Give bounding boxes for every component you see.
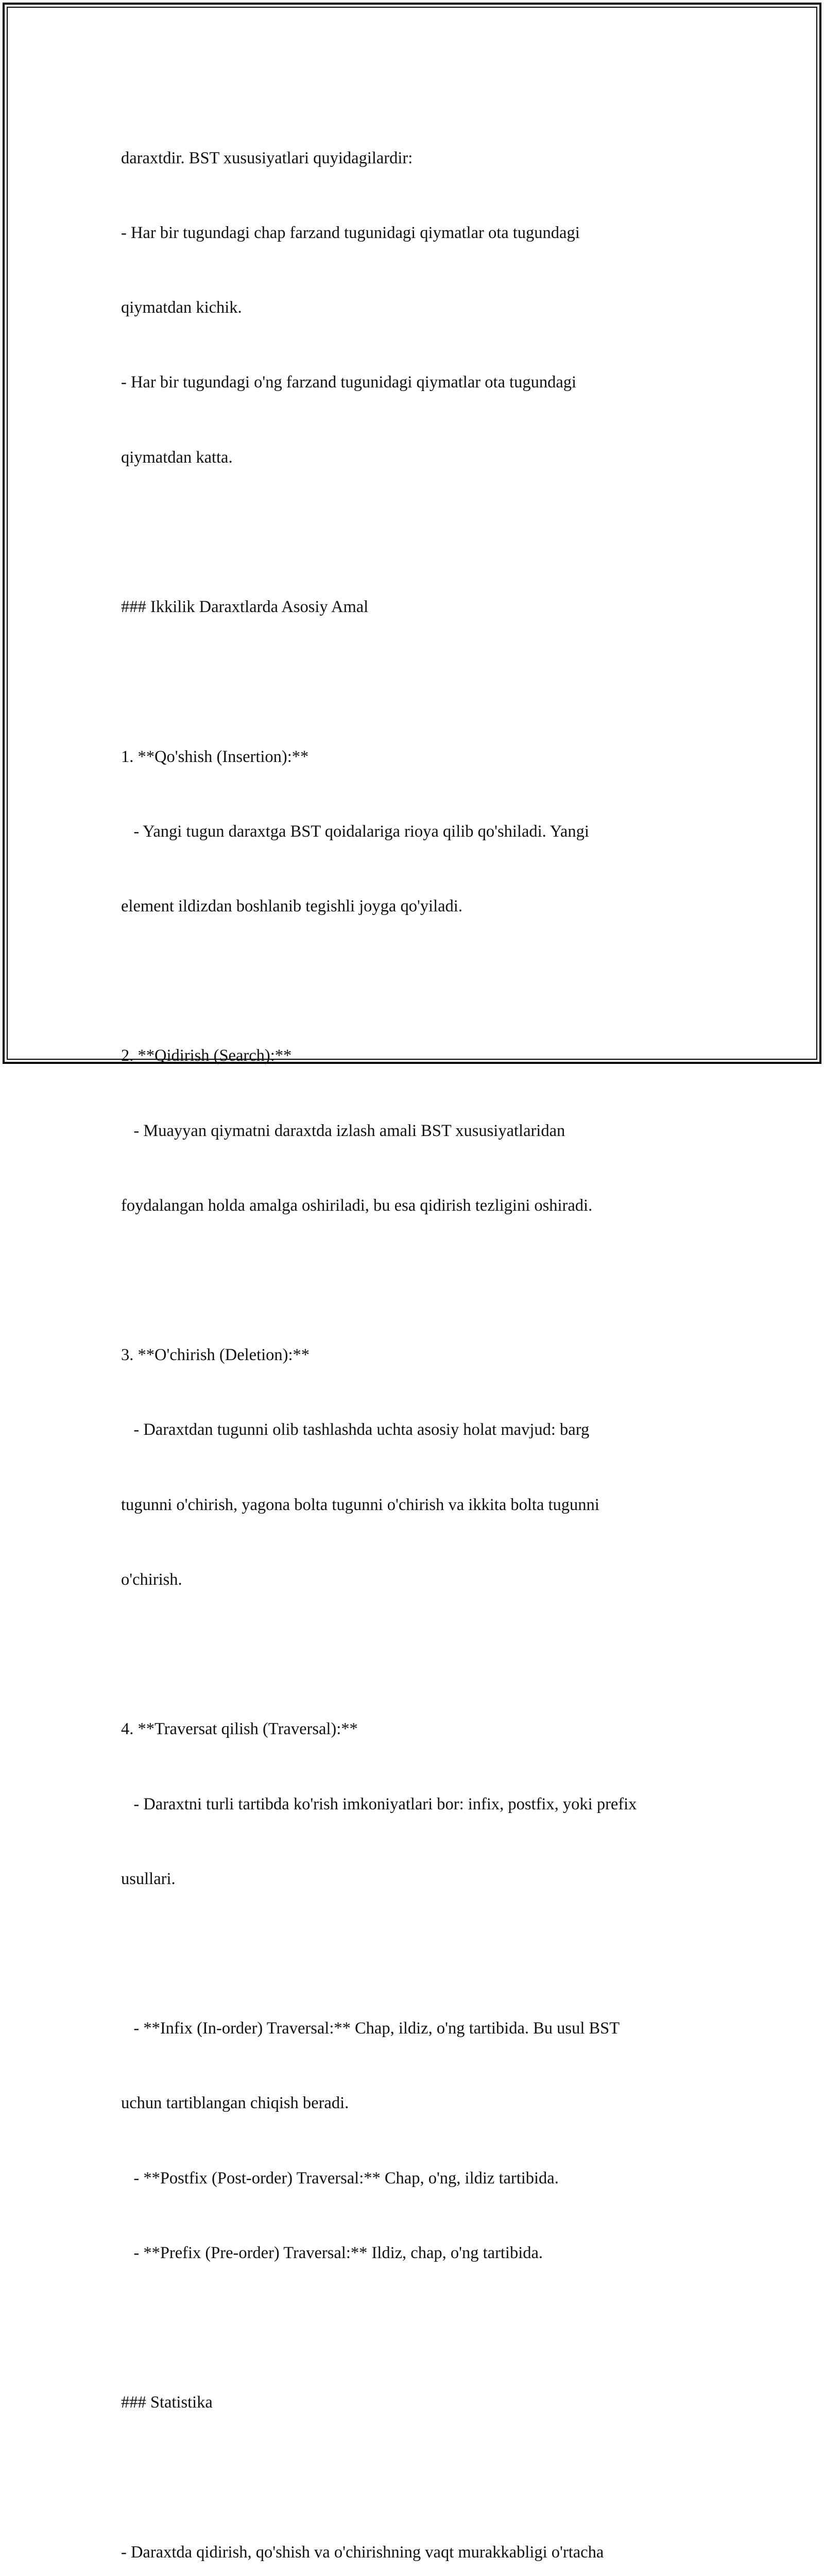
- text-line: - Daraxtdan tugunni olib tashlashda uchta asosiy holat mavjud: barg: [121, 1420, 590, 1439]
- sub-list-item: - **Infix (In-order) Traversal:** Chap, ildiz, o'ng tartibida. Bu usul BST: [121, 2019, 620, 2038]
- blank-line: [121, 969, 718, 993]
- text-line: - Muayyan qiymatni daraxtda izlash amali BST xususiyatlaridan: [121, 1121, 565, 1140]
- sub-list-item: - **Postfix (Post-order) Traversal:** Chap, o'ng, ildiz tartibida.: [121, 2168, 559, 2188]
- section-heading: ### Statistika: [121, 2393, 213, 2412]
- blank-line: [121, 2315, 718, 2340]
- text-line: foydalangan holda amalga oshiriladi, bu esa qidirish tezligini oshiradi.: [121, 1196, 593, 1215]
- section-heading: ### Ikkilik Daraxtlarda Asosiy Amal: [121, 598, 369, 617]
- blank-line: [121, 2465, 718, 2489]
- text-line: - Daraxtda qidirish, qo'shish va o'chirishning vaqt murakkabligi o'rtacha: [121, 2543, 604, 2562]
- list-item-heading: 4. **Traversat qilish (Traversal):**: [121, 1720, 358, 1739]
- list-item-heading: 2. **Qidirish (Search):**: [121, 1046, 292, 1065]
- blank-line: [121, 520, 718, 545]
- text-line: usullari.: [121, 1869, 176, 1888]
- document-body: [121, 96, 718, 2576]
- blank-line: [121, 1642, 718, 1667]
- text-line: - Daraxtni turli tartibda ko'rish imkoniyatlari bor: infix, postfix, yoki prefix: [121, 1794, 637, 1814]
- text-line: - Har bir tugundagi chap farzand tugunidagi qiymatlar ota tugundagi: [121, 224, 580, 243]
- list-item-heading: 3. **O'chirish (Deletion):**: [121, 1346, 310, 1365]
- list-item-heading: 1. **Qo'shish (Insertion):**: [121, 747, 309, 766]
- text-line: qiymatdan katta.: [121, 448, 233, 467]
- text-line: o'chirish.: [121, 1570, 182, 1589]
- text-line: - Yangi tugun daraxtga BST qoidalariga rioya qilib qo'shiladi. Yangi: [121, 822, 589, 841]
- text-line: - Har bir tugundagi o'ng farzand tugunidagi qiymatlar ota tugundagi: [121, 373, 577, 392]
- text-line: uchun tartiblangan chiqish beradi.: [121, 2094, 349, 2113]
- blank-line: [121, 1941, 718, 1966]
- text-line: daraxtdir. BST xususiyatlari quyidagilardir:: [121, 148, 413, 167]
- text-line: tugunni o'chirish, yagona bolta tugunni o'chirish va ikkita bolta tugunni: [121, 1495, 599, 1514]
- text-line: qiymatdan kichik.: [121, 298, 242, 317]
- sub-list-item: - **Prefix (Pre-order) Traversal:** Ildiz, chap, o'ng tartibida.: [121, 2243, 543, 2262]
- blank-line: [121, 1268, 718, 1293]
- blank-line: [121, 669, 718, 694]
- text-line: element ildizdan boshlanib tegishli joyga qo'yiladi.: [121, 896, 462, 916]
